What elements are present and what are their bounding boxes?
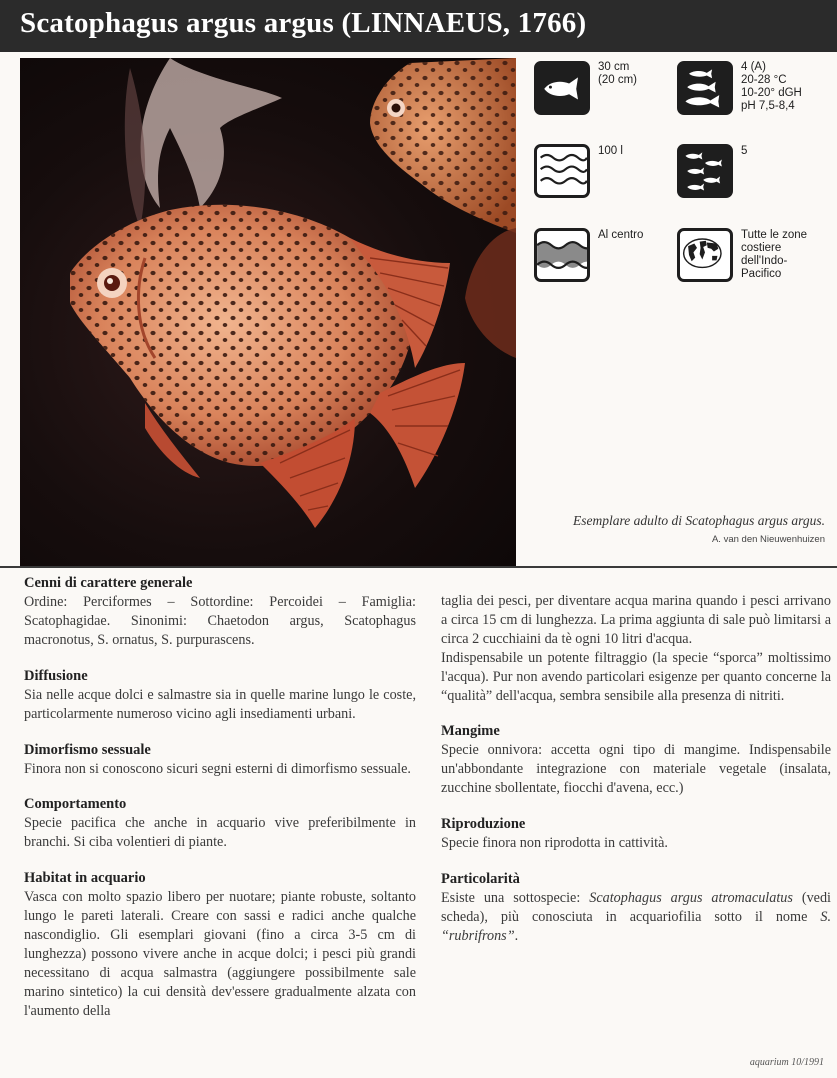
right-column [441,592,831,963]
section-dimorphism [24,741,416,779]
behaviour-heading: Comportamento [24,796,127,813]
distribution-text: Sia nelle acque dolci e salmastre sia in quelle marine lungo le coste, particolarmente numeroso vicino agli insediamenti urbani. [24,686,416,722]
section-general [24,574,416,650]
tank-volume-icon [534,144,590,198]
page-title: Scatophagus argus argus (LINNAEUS, 1766) [20,7,587,39]
habitat-text: Vasca con molto spazio libero per nuotare; piante robuste, soltanto lungo le pareti laterali. Creare con sassi e radici anche qualche nascondiglio. Gli esemplari giovani (fino a circa 3-5 cm di lunghezza) possono vivere anche in acque dolci; i pesci più grandi necessitano di acqua salmastra (aggiungere possibilmente sale marino sintetico) la cui densità dev'essere gradualmente alzata con l'aumento della [24,889,416,1019]
section-features [441,870,831,946]
general-text: Ordine: Perciformes – Sottordine: Percoidei – Famiglia: Scatophagidae. Sinonimi: Chaetodon argus, Scatophagus macronotus, S. ornatus, S. purpurascens. [24,594,416,648]
section-habitat [24,869,416,1020]
fish-group-icon [677,144,733,198]
section-distribution [24,667,416,724]
swimming-zone-icon [534,228,590,282]
origin-info: Tutte le zone costiere dell'Indo- Pacifico [741,229,808,280]
water-parameters-icon [677,61,733,115]
photo-caption [520,513,825,545]
food-text: Specie onnivora: accetta ogni tipo di mangime. Indispensabile un'abbondante integrazione con materiale vegetale (insalata, zucchine sbollentate, fiocchi d'avena, ecc.) [441,742,831,797]
photo-credit: A. van den Nieuwenhuizen [711,534,825,545]
dimorphism-text: Finora non si conoscono sicuri segni esterni di dimorfismo sessuale. [24,760,411,777]
size-info: 30 cm (20 cm) [598,61,637,86]
general-heading: Cenni di carattere generale [24,575,193,591]
caption-text: Esemplare adulto di Scatophagus argus argus. [572,513,825,528]
dimorphism-heading: Dimorfismo sessuale [24,741,151,758]
filtration-text: Indispensabile un potente filtraggio (la specie “sporca” moltissimo l'acqua). Pur non avendo particolari esigenze per quanto concerne la “qualità” dell'acqua, sembra sensibile alla presenza di nitriti. [441,649,831,704]
behaviour-text: Specie pacifica che anche in acquario vive preferibilmente in branchi. Si ciba volentieri di piante. [24,815,416,851]
fish-illustration [20,58,516,566]
group-info: 5 [741,145,748,157]
left-column [24,574,416,1038]
source-footer: aquarium 10/1991 [749,1057,824,1068]
section-behaviour [24,795,416,852]
features-text: Esiste una sottospecie: Scatophagus argus atromaculatus (vedi scheda), più conosciuta in acquariofilia sotto il nome S. “rubrifrons”. [441,890,831,944]
reproduction-text: Specie finora non riprodotta in cattività. [441,835,668,852]
section-reproduction [441,815,831,853]
world-map-icon [677,228,733,282]
section-food [441,722,831,798]
habitat-continued-text: taglia dei pesci, per diventare acqua marina quando i pesci arrivano a circa 15 cm di lunghezza. La prima aggiunta di sale può limitarsi a circa 2 cucchiaini da tè ogni 10 litri d'acqua. [441,593,831,647]
fish-photo [20,58,516,566]
title-bar [0,0,837,52]
section-divider [0,566,837,568]
zone-info: Al centro [598,229,644,241]
water-info: 4 (A) 20-28 °C 10-20° dGH pH 7,5-8,4 [741,61,802,112]
distribution-heading: Diffusione [24,667,88,684]
food-heading: Mangime [441,723,500,740]
features-heading: Particolarità [441,871,520,888]
habitat-heading: Habitat in acquario [24,870,146,887]
volume-info: 100 l [598,145,623,157]
fish-size-icon [534,61,590,115]
reproduction-heading: Riproduzione [441,816,526,833]
